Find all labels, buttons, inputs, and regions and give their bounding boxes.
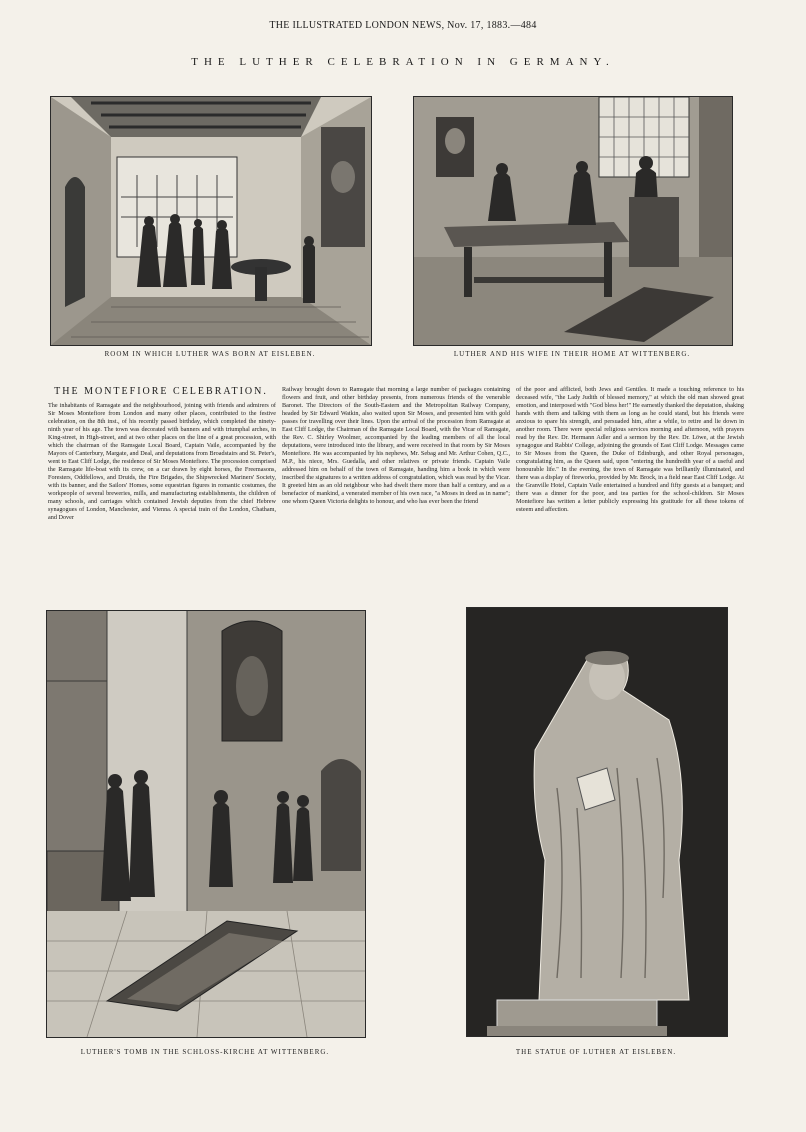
caption-birth-room: ROOM IN WHICH LUTHER WAS BORN AT EISLEBEN. — [104, 350, 316, 358]
article-column-3: of the poor and afflicted, both Jews and Gentiles. It made a touching reference to his deceased wife, "the Lady Judith of blessed memory," at which the old man showed great emotion, and interposed with "God bless her!" He earnestly thanked the deputation, shaking hands with them and talking with them as long as he could stand, but his friends were anxious to spare his strength, and persuaded him, after a while, to retire and lie down in another room. There were special religious services morning and afternoon, with prayers read by the Rev. Dr. Hermann Adler and a sermon by the Rev. Dr. Löwe, at the Jewish synagogue and Rabbis' College, adjoining the grounds of East Cliff Lodge. Messages came to Sir Moses from the Queen, the Duke of Edinburgh, and other Royal personages, congratulating him, as the Queen said, upon "entering the hundredth year of a useful and honourable life." In the evening, the town of Ramsgate was brilliantly illuminated, and there was a display of fireworks, provided by Mr. Brock, in a field near East Cliff Lodge. At the Granville Hotel, Captain Vaile entertained a hundred and fifty guests at a banquet; and there was a dinner for the poor, and tea parties for the school-children. Sir Moses Montefiore has written a letter publicly expressing his gratitude for all these tokens of esteem and affection. — [516, 386, 744, 513]
article-column-2: Railway brought down to Ramsgate that morning a large number of packages containing flowers and fruit, and other birthday presents, from numerous friends of the venerable Baronet. The Directors of the South-Eastern and the Metropolitan Railway Company, headed by Sir Edward Watkin, also waited upon Sir Moses, and presented him with gold passes for travelling over their lines. Upon the arrival of the procession from Ramsgate at East Cliff Lodge, the Chairman of the Ramsgate Local Board, with the Vicar of Ramsgate, the Rev. C. Shirley Woolmer, accompanied by the leading members of all the local deputations, were introduced into the library, and were received in that room by Sir Moses Montefiore. He was accompanied by his nephews, Mr. Sebag and Mr. Arthur Cohen, Q.C., M.P., his niece, Mrs. Guedalla, and other relatives or private friends. Captain Vaile addressed him on behalf of the town of Ramsgate, handing him a book in which were inscribed the signatures to a written address of congratulation, which was read by the Vicar. It greeted him as an old neighbour who had dwelt there more than half a century, and as a benefactor of mankind, a venerated member of his own race, "a Moses in deed as in name"; one whom Queen Victoria delights to honour, and who has ever been the friend — [282, 386, 510, 505]
luther-statue-illustration — [467, 608, 727, 1036]
engraving-luther-home — [413, 96, 733, 346]
page-title: THE LUTHER CELEBRATION IN GERMANY. — [191, 56, 615, 68]
caption-luther-home: LUTHER AND HIS WIFE IN THEIR HOME AT WITTENBERG. — [453, 350, 691, 358]
article-column-1: The inhabitants of Ramsgate and the neighbourhood, joining with friends and admirers of Sir Moses Montefiore from London and many other places, contributed to the festive celebration, on the 8th inst., of his recently passed birthday, which completed the ninety-ninth year of his age. The town was decorated with banners and with triumphal arches, in King-street, in High-street, and at two other places on the line of a great procession, with which the chairman of the Ramsgate Local Board, Captain Vaile, accompanied by the Mayors of Canterbury, Margate, and Deal, and deputations from Broadstairs and St. Peter's, went to East Cliff Lodge, the residence of Sir Moses Montefiore. The procession comprised the Ramsgate life-boat with its crew, on a car drawn by eight horses, the Freemasons, Foresters, Oddfellows, and Druids, the Fire Brigades, the Shipwrecked Mariners' Society, with its banner, and the Sailors' Homes, some equestrian figures in romantic costumes, the workpeople of several breweries, mills, and manufacturing establishments, the children of many schools, and carriages which contained Jewish deputies from the chief Hebrew synagogues of London, Manchester, and Vienna. A special train of the London, Chatham, and Dover — [48, 402, 276, 521]
luther-tomb-illustration — [47, 611, 365, 1037]
birth-room-illustration — [51, 97, 371, 345]
engraving-birth-room — [50, 96, 372, 346]
caption-luther-tomb: LUTHER'S TOMB IN THE SCHLOSS-KIRCHE AT WITTENBERG. — [80, 1048, 330, 1056]
article-montefiore — [48, 386, 760, 596]
article-title: THE MONTEFIORE CELEBRATION. — [54, 386, 268, 397]
engraving-luther-statue — [466, 607, 728, 1037]
running-head: THE ILLUSTRATED LONDON NEWS, Nov. 17, 1883.—484 — [269, 20, 537, 31]
luther-home-illustration — [414, 97, 732, 345]
caption-luther-statue: THE STATUE OF LUTHER AT EISLEBEN. — [515, 1048, 677, 1056]
engraving-luther-tomb — [46, 610, 366, 1038]
